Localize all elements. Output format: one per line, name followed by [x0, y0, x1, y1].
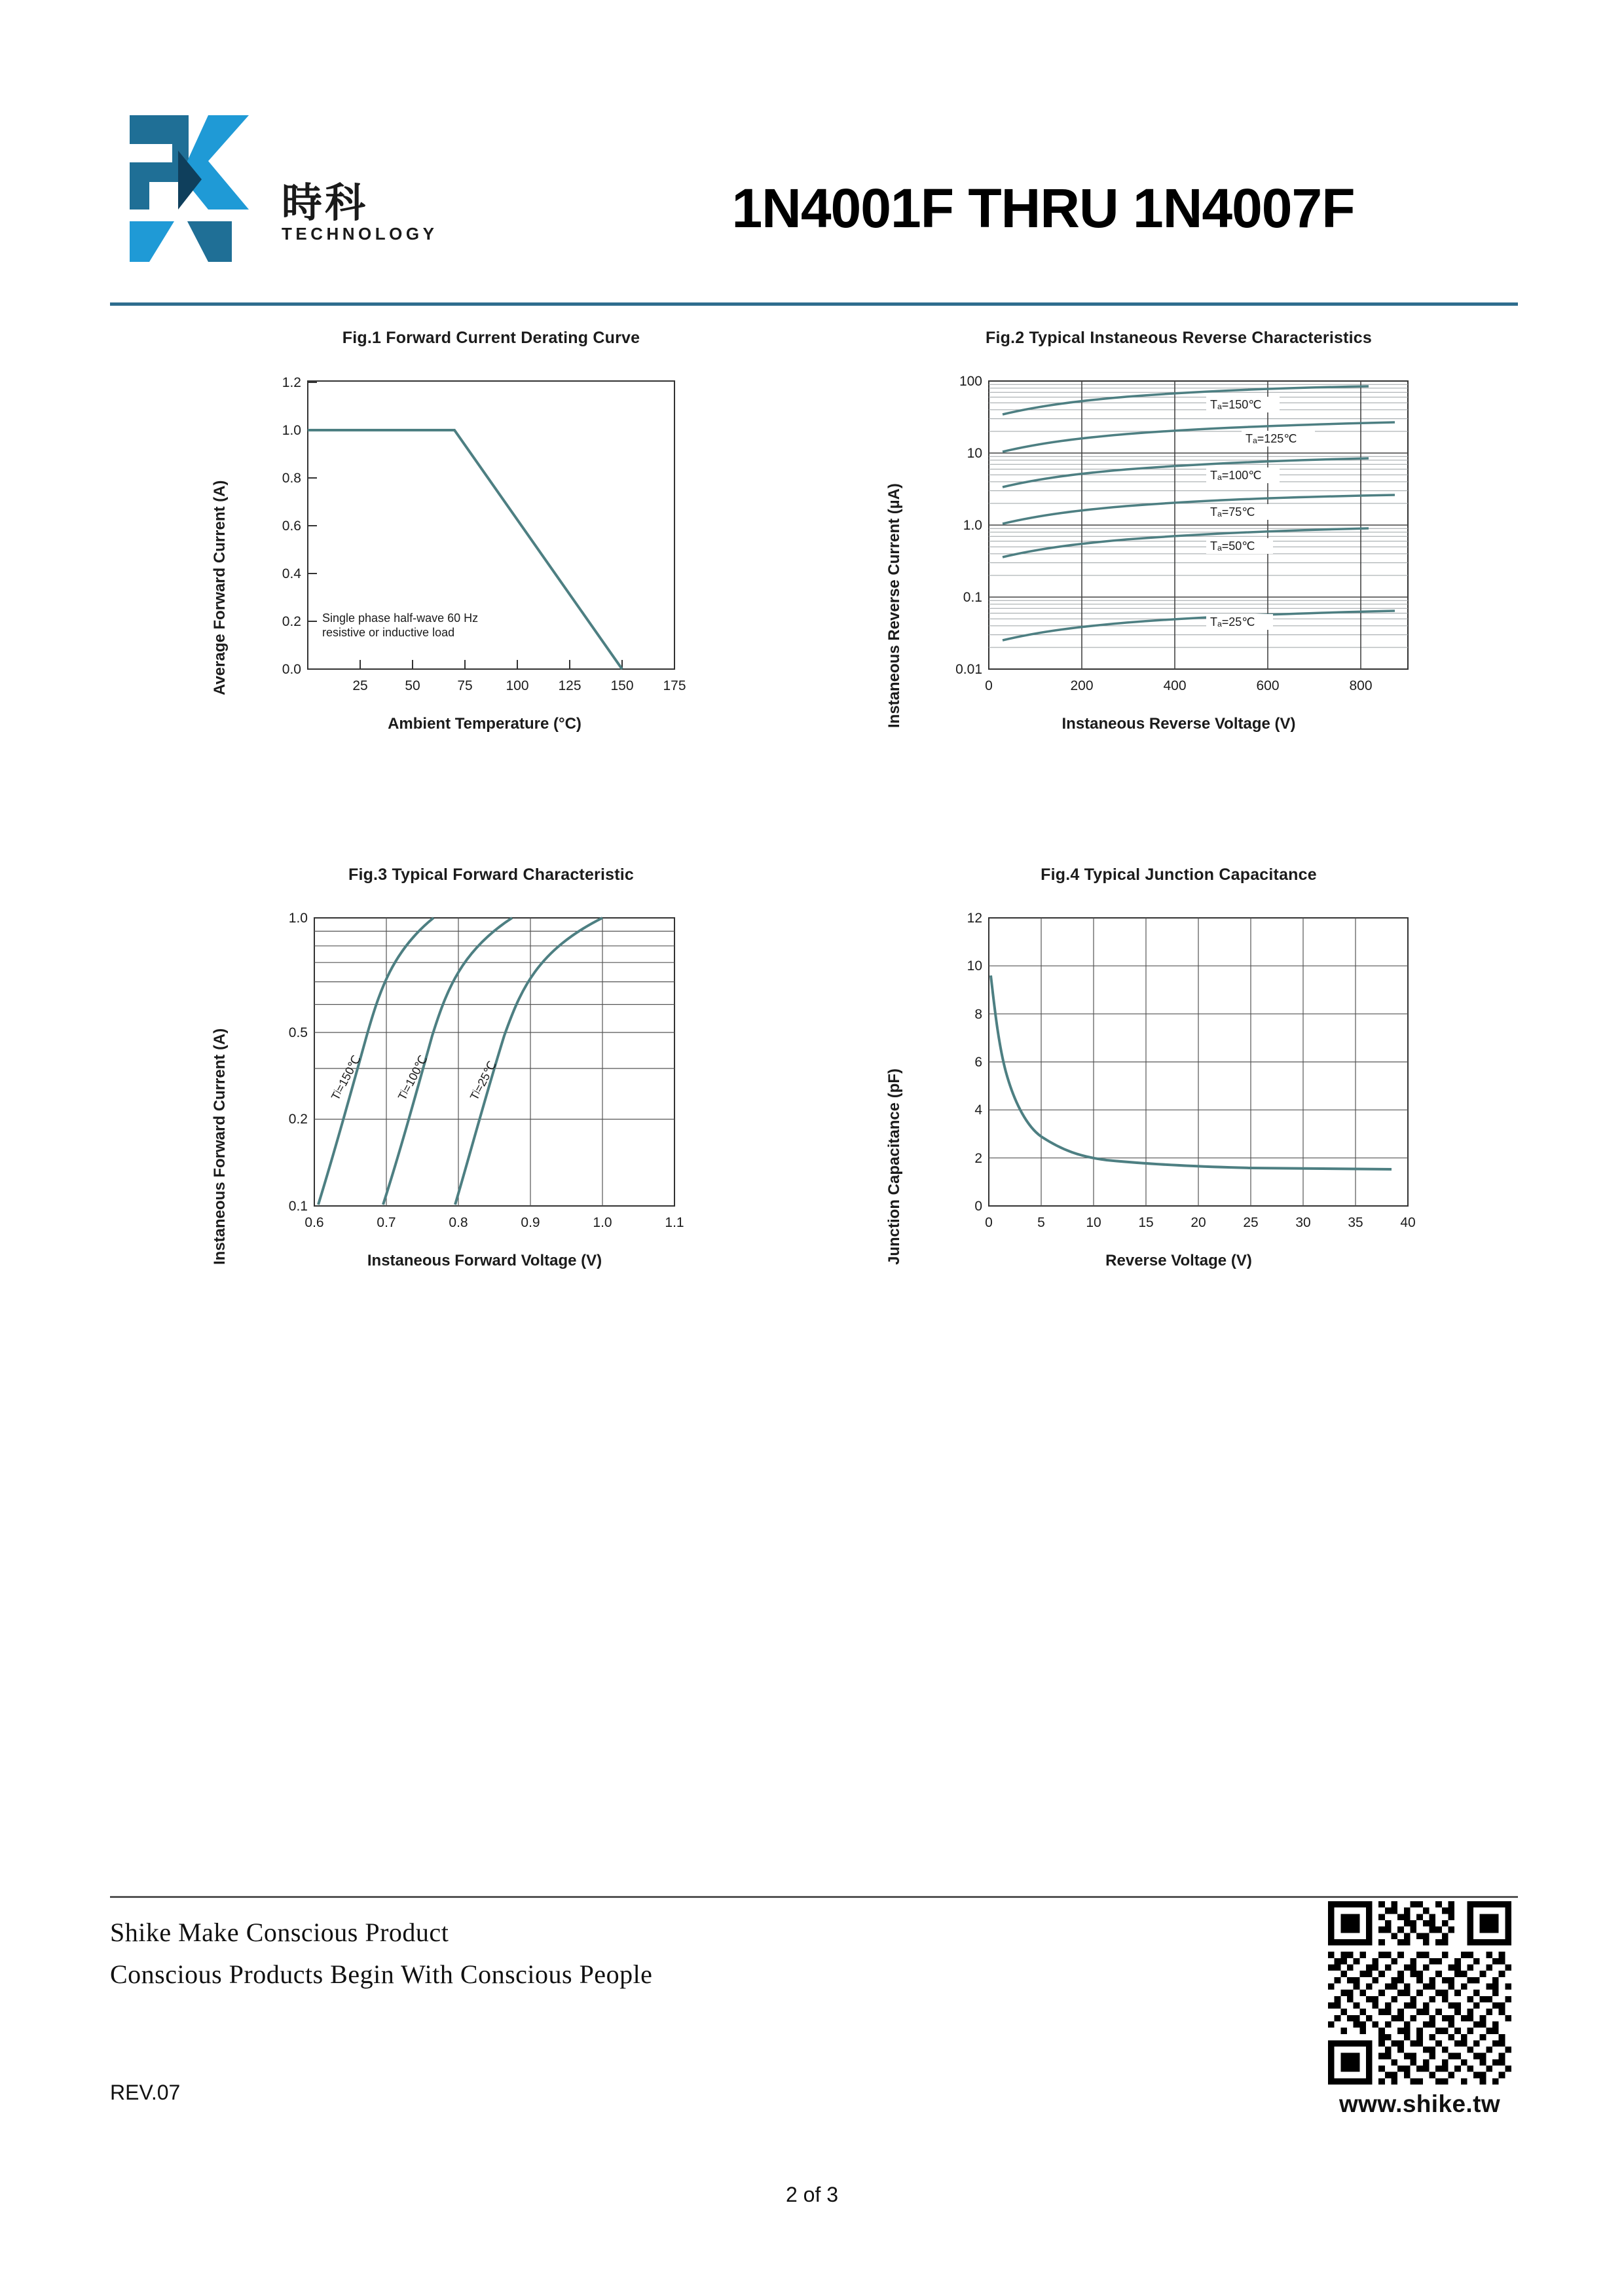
figure-4 — [871, 864, 1486, 1317]
svg-text:800: 800 — [1349, 678, 1373, 693]
figure-2-x-axis-label: Instaneous Reverse Voltage (V) — [1061, 714, 1296, 733]
figure-4-title: Fig.4 Typical Junction Capacitance — [1041, 866, 1317, 884]
svg-text:0.2: 0.2 — [288, 1111, 308, 1127]
svg-text:1.0: 1.0 — [593, 1214, 612, 1230]
logo-chinese-name: 時科 — [282, 179, 369, 227]
svg-text:200: 200 — [1070, 678, 1094, 693]
figure-3-title: Fig.3 Typical Forward Characteristic — [348, 866, 635, 884]
svg-text:1.0: 1.0 — [963, 517, 982, 533]
svg-text:100: 100 — [506, 678, 529, 693]
svg-text:0.01: 0.01 — [955, 661, 982, 677]
svg-text:125: 125 — [558, 678, 581, 693]
svg-text:400: 400 — [1163, 678, 1187, 693]
svg-text:1.0: 1.0 — [288, 910, 308, 926]
svg-text:75: 75 — [457, 678, 473, 693]
qr-code-block — [1321, 1901, 1518, 2118]
svg-text:40: 40 — [1400, 1214, 1416, 1230]
figure-3 — [196, 864, 786, 1317]
svg-text:4: 4 — [974, 1102, 982, 1118]
svg-text:resistive or inductive load: resistive or inductive load — [322, 625, 455, 639]
figure-1-plot — [236, 368, 733, 708]
svg-text:12: 12 — [967, 910, 982, 926]
svg-text:0.6: 0.6 — [282, 518, 301, 534]
svg-text:Single phase half-wave 60 Hz: Single phase half-wave 60 Hz — [322, 611, 479, 625]
svg-text:0.7: 0.7 — [377, 1214, 396, 1230]
figure-2-plot — [910, 368, 1447, 708]
svg-text:0.0: 0.0 — [282, 661, 301, 677]
svg-text:0: 0 — [985, 1214, 993, 1230]
svg-text:10: 10 — [967, 958, 982, 974]
header-divider — [110, 302, 1518, 306]
figure-2 — [871, 327, 1486, 780]
svg-text:175: 175 — [663, 678, 686, 693]
svg-text:Tₐ=25℃: Tₐ=25℃ — [1210, 615, 1255, 629]
svg-text:1.0: 1.0 — [282, 422, 301, 438]
svg-text:1.1: 1.1 — [665, 1214, 684, 1230]
svg-text:0.4: 0.4 — [282, 566, 301, 581]
svg-text:5: 5 — [1037, 1214, 1045, 1230]
svg-text:0.8: 0.8 — [449, 1214, 468, 1230]
svg-text:2: 2 — [974, 1150, 982, 1166]
figure-1 — [196, 327, 786, 780]
svg-text:10: 10 — [967, 445, 982, 461]
svg-text:600: 600 — [1256, 678, 1280, 693]
svg-text:50: 50 — [405, 678, 420, 693]
figure-2-title: Fig.2 Typical Instaneous Reverse Characteristics — [986, 329, 1372, 347]
footer-slogan-line-2: Conscious Products Begin With Conscious People — [110, 1959, 653, 1989]
figure-3-y-axis-label: Instaneous Forward Current (A) — [211, 1028, 229, 1265]
svg-text:Tₐ=75℃: Tₐ=75℃ — [1210, 505, 1255, 519]
figure-2-y-axis-label: Instaneous Reverse Current (µA) — [885, 483, 903, 728]
svg-text:0: 0 — [974, 1198, 982, 1214]
svg-text:30: 30 — [1295, 1214, 1311, 1230]
footer-divider — [110, 1896, 1518, 1898]
company-logo — [110, 111, 451, 275]
figure-4-y-axis-label: Junction Capacitance (pF) — [885, 1068, 903, 1265]
footer-slogan-line-1: Shike Make Conscious Product — [110, 1918, 449, 1947]
svg-text:0.5: 0.5 — [288, 1025, 308, 1040]
svg-text:25: 25 — [1243, 1214, 1259, 1230]
svg-text:Tₐ=50℃: Tₐ=50℃ — [1210, 539, 1255, 553]
website-url: www.shike.tw — [1338, 2090, 1501, 2117]
svg-text:1.2: 1.2 — [282, 374, 301, 390]
svg-text:0: 0 — [985, 678, 993, 693]
svg-text:Tₐ=125℃: Tₐ=125℃ — [1246, 431, 1297, 445]
figure-3-plot — [236, 905, 733, 1245]
svg-text:Tʲ=25℃: Tʲ=25℃ — [467, 1058, 499, 1102]
svg-text:8: 8 — [974, 1006, 982, 1022]
svg-text:0.1: 0.1 — [288, 1198, 308, 1214]
figure-4-plot — [910, 905, 1447, 1245]
svg-text:Tₐ=150℃: Tₐ=150℃ — [1210, 397, 1262, 411]
page-title: 1N4001F THRU 1N4007F — [731, 177, 1355, 239]
qr-code-icon — [1328, 1901, 1511, 2085]
svg-text:15: 15 — [1138, 1214, 1154, 1230]
svg-text:6: 6 — [974, 1054, 982, 1070]
figure-1-x-axis-label: Ambient Temperature (°C) — [388, 714, 581, 733]
figure-1-title: Fig.1 Forward Current Derating Curve — [342, 329, 640, 347]
svg-text:150: 150 — [610, 678, 634, 693]
svg-text:35: 35 — [1348, 1214, 1363, 1230]
revision-label: REV.07 — [110, 2081, 181, 2104]
svg-text:20: 20 — [1190, 1214, 1206, 1230]
svg-text:Tʲ=100℃: Tʲ=100℃ — [395, 1053, 430, 1102]
svg-text:Tʲ=150℃: Tʲ=150℃ — [328, 1053, 363, 1102]
svg-text:0.2: 0.2 — [282, 613, 301, 629]
svg-text:0.6: 0.6 — [304, 1214, 324, 1230]
logo-technology-label: TECHNOLOGY — [282, 224, 438, 244]
figure-4-x-axis-label: Reverse Voltage (V) — [1105, 1251, 1252, 1269]
figure-1-y-axis-label: Average Forward Current (A) — [211, 480, 229, 695]
page-header — [110, 105, 1518, 301]
svg-text:0.8: 0.8 — [282, 470, 301, 486]
svg-text:Tₐ=100℃: Tₐ=100℃ — [1210, 468, 1262, 482]
page-number: 2 of 3 — [785, 2183, 839, 2206]
sk-logo-mark-icon — [110, 111, 274, 268]
svg-text:0.9: 0.9 — [521, 1214, 540, 1230]
svg-text:0.1: 0.1 — [963, 589, 982, 605]
svg-text:25: 25 — [352, 678, 368, 693]
svg-text:100: 100 — [959, 373, 982, 389]
svg-text:10: 10 — [1086, 1214, 1101, 1230]
figure-3-x-axis-label: Instaneous Forward Voltage (V) — [367, 1251, 602, 1269]
